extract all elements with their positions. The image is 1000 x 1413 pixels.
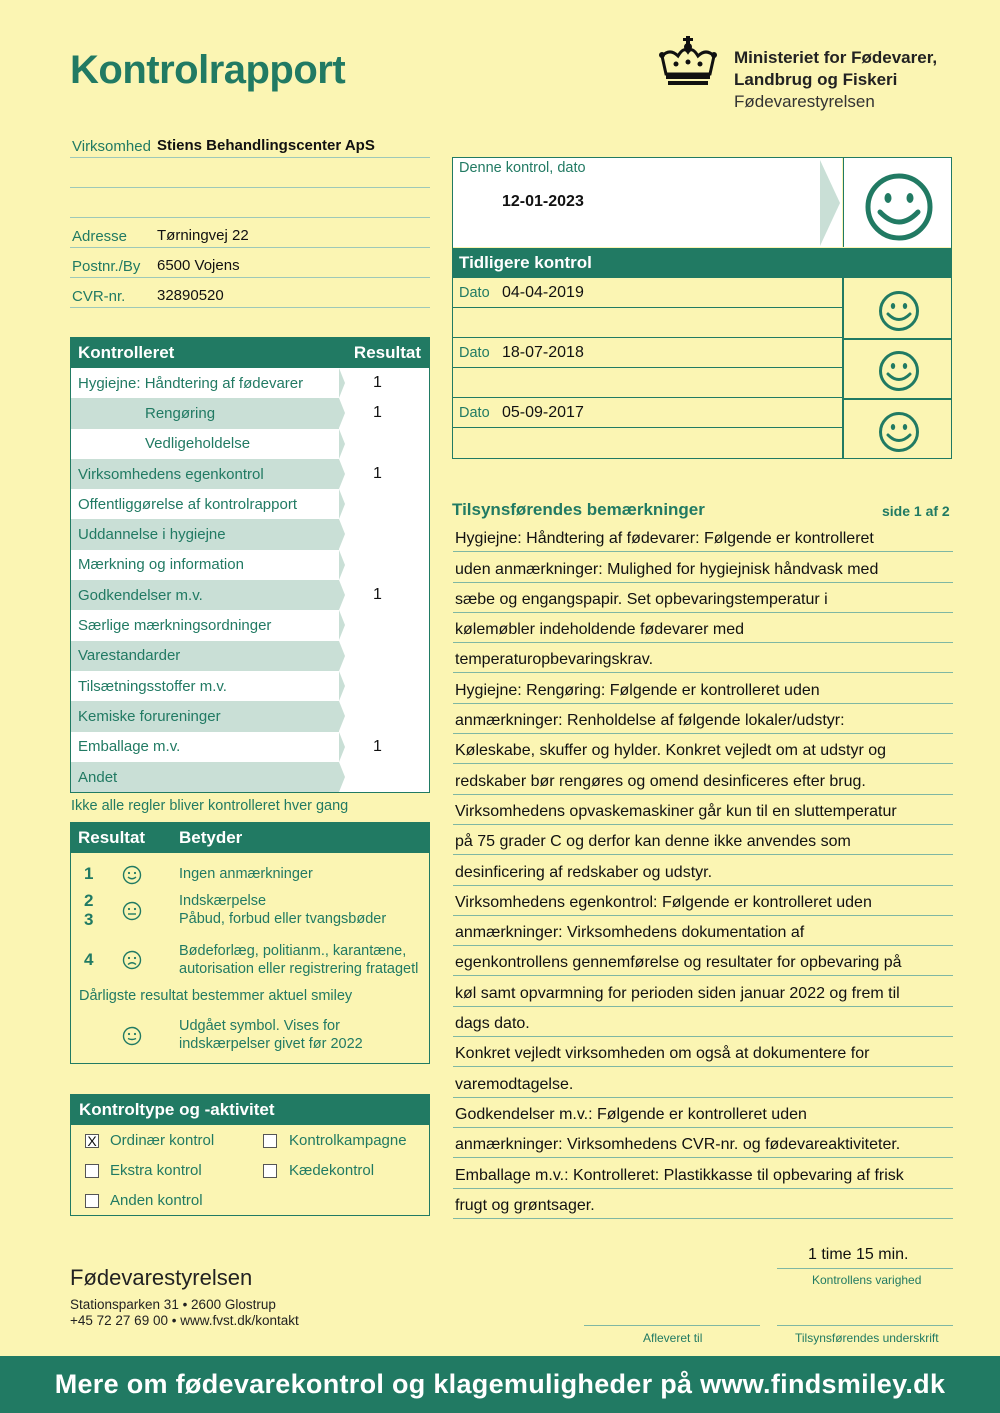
current-control-label: Denne kontrol, dato [459, 160, 586, 176]
row-result: 1 [339, 368, 429, 398]
row-name: Særlige mærkningsordninger [71, 610, 339, 640]
row-name: Godkendelser m.v. [71, 580, 339, 610]
table-row [71, 489, 429, 519]
chevron-right-icon [820, 160, 842, 246]
business-name-label: Virksomhed [72, 138, 151, 155]
controlled-note: Ikke alle regler bliver kontrolleret hver gang [71, 798, 349, 814]
previous-date-1: 04-04-2019 [502, 284, 584, 301]
remark-line: sæbe og engangspapir. Set opbevaringstemperatur i [453, 583, 953, 613]
remark-line: uden anmærkninger: Mulighed for hygiejnisk håndvask med [453, 552, 953, 582]
agency-address: Stationsparken 31 • 2600 Glostrup [70, 1297, 276, 1312]
table-row [71, 732, 429, 762]
checkbox-label: Anden kontrol [110, 1192, 203, 1209]
legend-number-4: 4 [84, 950, 94, 969]
checkbox-extra[interactable] [85, 1164, 99, 1178]
previous-date-label: Dato [459, 285, 490, 301]
row-name: Mærkning og information [71, 550, 339, 580]
agency-contact: +45 72 27 69 00 • www.fvst.dk/kontakt [70, 1313, 299, 1328]
remark-line: anmærkninger: Renholdelse af følgende lokaler/udstyr: [453, 704, 953, 734]
blank-line [70, 158, 430, 188]
remark-line: redskaber bør rengøres og omend desinficeres efter brug. [453, 764, 953, 794]
legend-header-left: Resultat [78, 828, 146, 847]
table-row [71, 701, 429, 731]
table-row [71, 610, 429, 640]
checkbox-campaign[interactable] [263, 1134, 277, 1148]
legend-text-2: Indskærpelse [179, 893, 267, 909]
table-row [71, 550, 429, 580]
row-name: Uddannelse i hygiejne [71, 519, 339, 549]
page-indicator: side 1 af 2 [882, 503, 950, 519]
royal-crown-icon [656, 34, 720, 88]
remark-line: Hygiejne: Rengøring: Følgende er kontrolleret uden [453, 673, 953, 703]
delivered-to-label: Afleveret til [643, 1331, 703, 1345]
happy-smiley-icon [878, 350, 920, 392]
footer-banner: Mere om fødevarekontrol og klagemuligheder på www.findsmiley.dk [0, 1356, 1000, 1413]
delivered-to-line [584, 1325, 760, 1326]
divider [777, 1268, 953, 1269]
expired-smiley-icon [122, 1026, 142, 1046]
row-result [339, 610, 429, 640]
table-row [71, 671, 429, 701]
happy-smiley-icon [878, 290, 920, 332]
happy-smiley-icon [878, 411, 920, 453]
legend-number-3: 3 [84, 910, 94, 929]
signature-line [777, 1325, 953, 1326]
table-row [71, 762, 429, 792]
table-row [71, 459, 429, 489]
checkbox-label: Ordinær kontrol [110, 1132, 215, 1149]
control-type-box [70, 1094, 430, 1216]
remark-line: varemodtagelse. [453, 1067, 953, 1097]
blank-line [70, 188, 430, 218]
address-row [70, 218, 430, 248]
previous-date-2: 18-07-2018 [502, 344, 584, 361]
legend-header [71, 823, 429, 853]
table-row [71, 580, 429, 610]
remark-line: anmærkninger: Virksomhedens dokumentation af [453, 916, 953, 946]
legend-expired-a: Udgået symbol. Vises for [179, 1018, 340, 1034]
legend-text-1: Ingen anmærkninger [179, 866, 313, 882]
row-name: Kemiske forureninger [71, 701, 339, 731]
row-result [339, 519, 429, 549]
remark-line: Hygiejne: Håndtering af fødevarer: Følgende er kontrolleret [453, 522, 953, 552]
postal-row [70, 248, 430, 278]
remark-line: frugt og grøntsager. [453, 1189, 953, 1219]
legend-number-1: 1 [84, 864, 94, 883]
remarks-lines [453, 522, 953, 1219]
row-result [339, 641, 429, 671]
remark-line: Virksomhedens egenkontrol: Følgende er kontrolleret uden [453, 886, 953, 916]
row-name: Offentliggørelse af kontrolrapport [71, 489, 339, 519]
checkbox-other[interactable] [85, 1194, 99, 1208]
cvr-label: CVR-nr. [72, 288, 126, 305]
checkbox-label: Kontrolkampagne [289, 1132, 407, 1149]
row-result [339, 671, 429, 701]
row-result [339, 762, 429, 792]
previous-controls-header: Tidligere kontrol [453, 248, 951, 278]
table-row [71, 368, 429, 398]
row-name: Varestandarder [71, 641, 339, 671]
row-result: 1 [339, 580, 429, 610]
row-result: 1 [339, 398, 429, 428]
business-name-row [70, 128, 430, 158]
checkbox-label: Ekstra kontrol [110, 1162, 202, 1179]
happy-smiley-icon [122, 865, 142, 885]
legend-worst-note: Dårligste resultat bestemmer aktuel smiley [79, 988, 353, 1004]
address-label: Adresse [72, 228, 128, 245]
divider [842, 398, 952, 400]
legend-number-2: 2 [84, 891, 94, 910]
remark-line: Godkendelser m.v.: Følgende er kontrolleret uden [453, 1098, 953, 1128]
postal-value: 6500 Vojens [157, 257, 240, 274]
remark-line: Emballage m.v.: Kontrolleret: Plastikkasse til opbevaring af frisk [453, 1158, 953, 1188]
cvr-value: 32890520 [157, 287, 224, 304]
agency-name: Fødevarestyrelsen [70, 1265, 253, 1290]
row-name: Andet [71, 762, 339, 792]
row-result [339, 489, 429, 519]
remark-line: dags dato. [453, 1007, 953, 1037]
checkbox-ordinary[interactable]: X [85, 1134, 99, 1148]
previous-date-label: Dato [459, 405, 490, 421]
controlled-header-left: Kontrolleret [78, 343, 175, 362]
divider [842, 338, 952, 340]
row-name: Emballage m.v. [71, 732, 339, 762]
report-title: Kontrolrapport [70, 48, 346, 92]
legend-text-4b: autorisation eller registrering fratagetl [179, 961, 419, 977]
row-name: Rengøring [71, 398, 339, 428]
remark-line: desinficering af redskaber og udstyr. [453, 855, 953, 885]
row-result [339, 429, 429, 459]
row-result [339, 701, 429, 731]
previous-date-label: Dato [459, 345, 490, 361]
control-duration: 1 time 15 min. [808, 1246, 909, 1263]
table-row [71, 641, 429, 671]
controlled-header-right: Resultat [353, 343, 421, 362]
remarks-title: Tilsynsførendes bemærkninger [452, 500, 705, 519]
remark-line: egenkontrollens gennemførelse og resultater for opbevaring på [453, 946, 953, 976]
postal-label: Postnr./By [72, 258, 141, 275]
signature-label: Tilsynsførendes underskrift [795, 1331, 939, 1345]
business-name: Stiens Behandlingscenter ApS [157, 137, 375, 154]
checkbox-label: Kædekontrol [289, 1162, 375, 1179]
table-row [71, 429, 429, 459]
remark-line: Konkret vejledt virksomheden om også at dokumentere for [453, 1037, 953, 1067]
legend-text-3: Påbud, forbud eller tvangsbøder [179, 911, 387, 927]
row-result: 1 [339, 732, 429, 762]
happy-smiley-icon [864, 172, 934, 242]
checkbox-chain[interactable] [263, 1164, 277, 1178]
table-row [71, 519, 429, 549]
divider [842, 278, 844, 459]
remark-line: Køleskabe, skuffer og hylder. Konkret vejledt om at udstyr og [453, 734, 953, 764]
sad-smiley-icon [122, 950, 142, 970]
duration-label: Kontrollens varighed [812, 1273, 922, 1287]
current-control-date: 12-01-2023 [502, 193, 584, 210]
previous-row-blank [453, 308, 843, 338]
remark-line: Virksomhedens opvaskemaskiner går kun til en sluttemperatur [453, 795, 953, 825]
remark-line: på 75 grader C og derfor kan denne ikke anvendes som [453, 825, 953, 855]
row-result: 1 [339, 459, 429, 489]
row-name: Virksomhedens egenkontrol [71, 459, 339, 489]
ministry-line-2: Landbrug og Fiskeri [734, 70, 898, 89]
legend-expired-b: indskærpelser givet før 2022 [179, 1036, 363, 1052]
ministry-line-1: Ministeriet for Fødevarer, [734, 48, 938, 67]
table-row [71, 398, 429, 428]
row-result [339, 550, 429, 580]
previous-row-blank [453, 368, 843, 398]
remark-line: anmærkninger: Virksomhedens CVR-nr. og fødevareaktiviteter. [453, 1128, 953, 1158]
remark-line: køl samt opvarmning for perioden siden januar 2022 og frem til [453, 976, 953, 1006]
controlled-table [70, 337, 430, 793]
cvr-row [70, 278, 430, 308]
control-type-header: Kontroltype og -aktivitet [71, 1095, 429, 1125]
ministry-line-3: Fødevarestyrelsen [734, 92, 875, 111]
row-name: Hygiejne: Håndtering af fødevarer [71, 368, 339, 398]
remark-line: kølemøbler indeholdende fødevarer med [453, 613, 953, 643]
legend-header-right: Betyder [179, 828, 243, 847]
remark-line: temperaturopbevaringskrav. [453, 643, 953, 673]
neutral-smiley-icon [122, 901, 142, 921]
legend-text-4a: Bødeforlæg, politianm., karantæne, [179, 943, 407, 959]
row-name: Tilsætningsstoffer m.v. [71, 671, 339, 701]
controlled-table-header [71, 338, 429, 368]
address-value: Tørningvej 22 [157, 227, 249, 244]
result-legend [70, 822, 430, 1064]
ministry-name [734, 47, 937, 113]
row-name: Vedligeholdelse [71, 429, 339, 459]
previous-date-3: 05-09-2017 [502, 404, 584, 421]
